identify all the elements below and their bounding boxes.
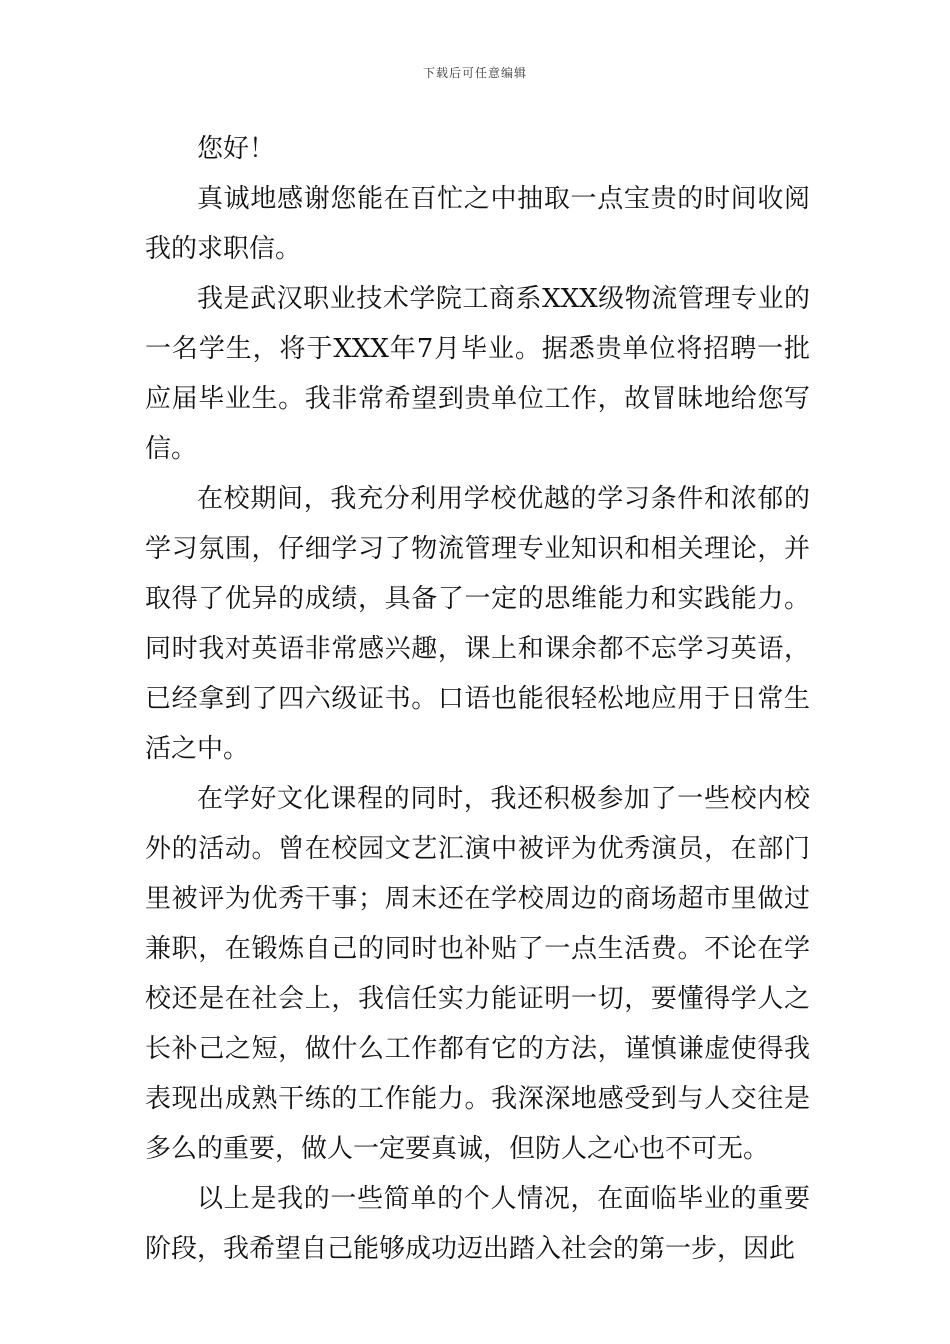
paragraph-activities: 在学好文化课程的同时，我还积极参加了一些校内校外的活动。曾在校园文艺汇演中被评为优秀演员，在部门里被评为优秀干事；周末还在学校周边的商场超市里做过兼职，在锻炼自己的同时也补贴了一点生活费。不论在学校还是在社会上，我信任实力能证明一切，要懂得学人之长补己之短，做什么工作都有它的方法，谨慎谦虚使得我表现出成熟干练的工作能力。我深深地感受到与人交往是多么的重要，做人一定要真诚，但防人之心也不可无。 <box>145 784 810 1164</box>
paragraph-thanks: 真诚地感谢您能在百忙之中抽取一点宝贵的时间收阅我的求职信。 <box>145 184 810 264</box>
greeting: 您好！ <box>197 134 276 164</box>
paragraph-summary: 以上是我的一些简单的个人情况，在面临毕业的重要阶段，我希望自己能够成功迈出踏入社会的第一步，因此 <box>145 1184 810 1264</box>
header-note: 下载后可任意编辑 <box>422 66 527 80</box>
paragraph-introduction: 我是武汉职业技术学院工商系XXX级物流管理专业的一名学生，将于XXX年7月毕业。据悉贵单位将招聘一批应届毕业生。我非常希望到贵单位工作，故冒昧地给您写信。 <box>145 284 810 464</box>
letter-body <box>145 124 810 1274</box>
paragraph-study: 在校期间，我充分利用学校优越的学习条件和浓郁的学习氛围，仔细学习了物流管理专业知识和相关理论，并取得了优异的成绩，具备了一定的思维能力和实践能力。同时我对英语非常感兴趣，课上和课余都不忘学习英语，已经拿到了四六级证书。口语也能很轻松地应用于日常生活之中。 <box>145 484 810 764</box>
